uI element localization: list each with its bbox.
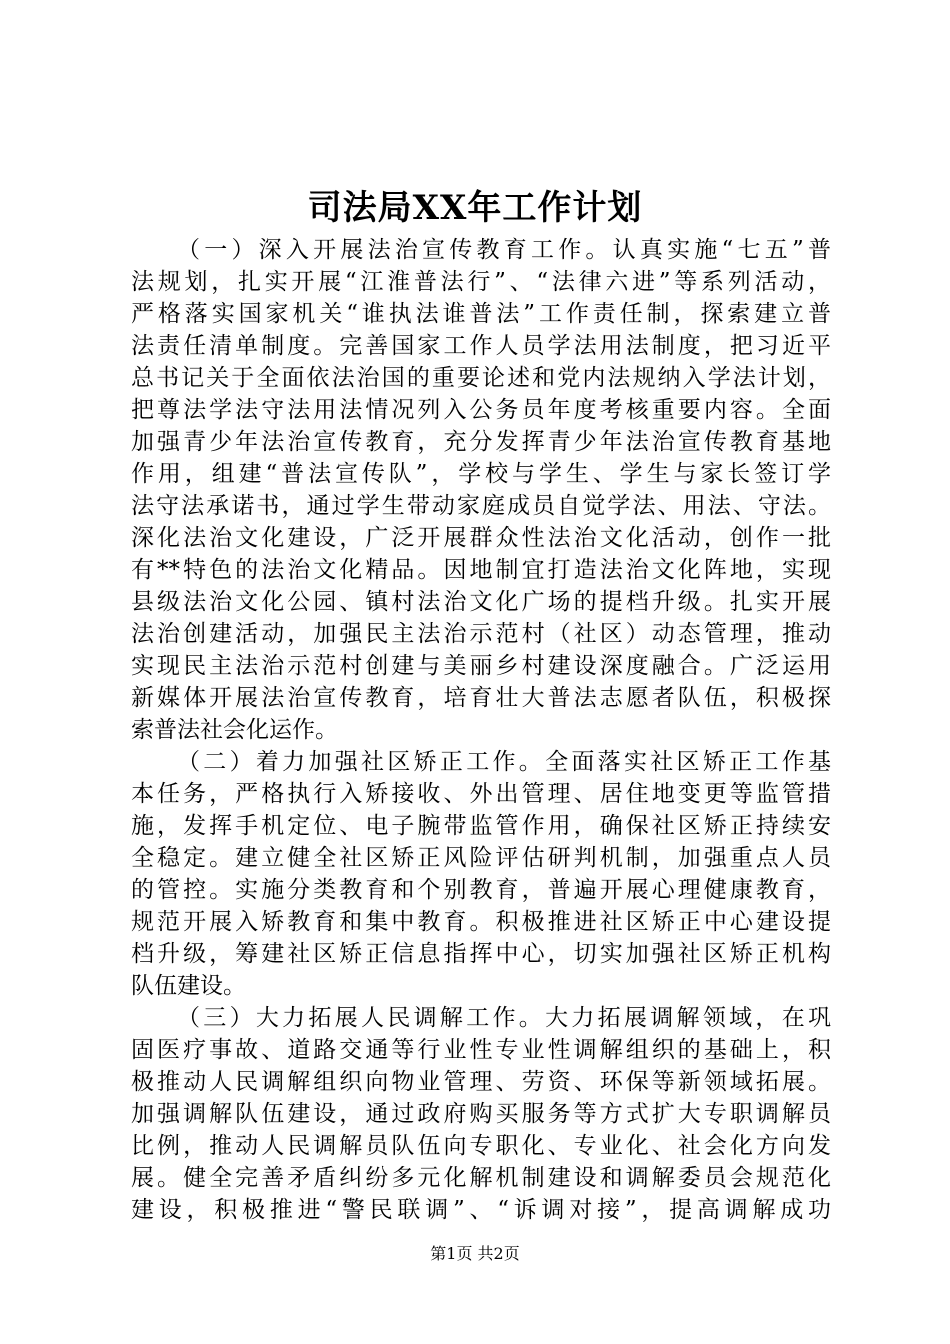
paragraph-line: 建设，积极推进“警民联调”、“诉调对接”，提高调解成功 bbox=[131, 1197, 831, 1223]
paragraph-line: 总书记关于全面依法治国的重要论述和党内法规纳入学法计划， bbox=[131, 365, 831, 391]
paragraph-line: 深化法治文化建设，广泛开展群众性法治文化活动，创作一批 bbox=[131, 525, 831, 551]
paragraph-line: 实现民主法治示范村创建与美丽乡村建设深度融合。广泛运用 bbox=[131, 653, 831, 679]
document-body bbox=[131, 234, 831, 1226]
paragraph-line: （三）大力拓展人民调解工作。大力拓展调解领域，在巩 bbox=[177, 1005, 831, 1031]
paragraph-line: 展。健全完善矛盾纠纷多元化解机制建设和调解委员会规范化 bbox=[131, 1165, 831, 1191]
paragraph-line: 新媒体开展法治宣传教育，培育壮大普法志愿者队伍，积极探 bbox=[131, 685, 831, 711]
paragraph-line: 全稳定。建立健全社区矫正风险评估研判机制，加强重点人员 bbox=[131, 845, 831, 871]
page-footer: 第1页 共2页 bbox=[430, 1244, 520, 1263]
paragraph-line: 把尊法学法守法用法情况列入公务员年度考核重要内容。全面 bbox=[131, 397, 831, 423]
paragraph-line: 比例，推动人民调解员队伍向专职化、专业化、社会化方向发 bbox=[131, 1133, 831, 1159]
paragraph-3 bbox=[131, 1002, 831, 1226]
document-title: 司法局XX年工作计划 bbox=[307, 188, 643, 228]
paragraph-line: 严格落实国家机关“谁执法谁普法”工作责任制，探索建立普 bbox=[131, 301, 831, 327]
paragraph-line: 固医疗事故、道路交通等行业性专业性调解组织的基础上，积 bbox=[131, 1037, 831, 1063]
paragraph-line: 施，发挥手机定位、电子腕带监管作用，确保社区矫正持续安 bbox=[131, 813, 831, 839]
paragraph-line: 加强调解队伍建设，通过政府购买服务等方式扩大专职调解员 bbox=[131, 1101, 831, 1127]
paragraph-line: 法治创建活动，加强民主法治示范村（社区）动态管理，推动 bbox=[131, 621, 831, 647]
paragraph-line: 极推动人民调解组织向物业管理、劳资、环保等新领域拓展。 bbox=[131, 1069, 831, 1095]
paragraph-line: （二）着力加强社区矫正工作。全面落实社区矫正工作基 bbox=[177, 749, 831, 775]
paragraph-line: （一）深入开展法治宣传教育工作。认真实施“七五”普 bbox=[177, 237, 831, 263]
paragraph-line: 的管控。实施分类教育和个别教育，普遍开展心理健康教育， bbox=[131, 877, 831, 903]
paragraph-line: 法规划，扎实开展“江淮普法行”、“法律六进”等系列活动， bbox=[131, 269, 831, 295]
paragraph-line: 法守法承诺书，通过学生带动家庭成员自觉学法、用法、守法。 bbox=[131, 493, 831, 519]
paragraph-line: 加强青少年法治宣传教育，充分发挥青少年法治宣传教育基地 bbox=[131, 429, 831, 455]
paragraph-line: 县级法治文化公园、镇村法治文化广场的提档升级。扎实开展 bbox=[131, 589, 831, 615]
paragraph-line: 档升级，筹建社区矫正信息指挥中心，切实加强社区矫正机构 bbox=[131, 941, 831, 967]
paragraph-line: 队伍建设。 bbox=[131, 973, 246, 999]
paragraph-line: 规范开展入矫教育和集中教育。积极推进社区矫正中心建设提 bbox=[131, 909, 831, 935]
paragraph-2 bbox=[131, 746, 831, 1002]
paragraph-line: 本任务，严格执行入矫接收、外出管理、居住地变更等监管措 bbox=[131, 781, 831, 807]
paragraph-line: 索普法社会化运作。 bbox=[131, 717, 338, 743]
paragraph-line: 法责任清单制度。完善国家工作人员学法用法制度，把习近平 bbox=[131, 333, 831, 359]
paragraph-line: 有**特色的法治文化精品。因地制宜打造法治文化阵地，实现 bbox=[131, 557, 831, 583]
paragraph-line: 作用，组建“普法宣传队”，学校与学生、学生与家长签订学 bbox=[131, 461, 831, 487]
paragraph-1 bbox=[131, 234, 831, 746]
